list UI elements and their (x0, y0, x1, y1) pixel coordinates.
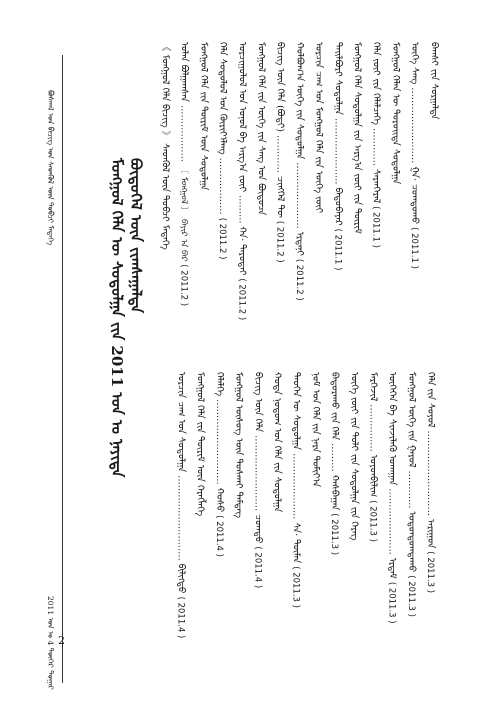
toc-entry (352, 42, 362, 234)
toc-entry-date: ( 2011.3 ) (405, 575, 416, 617)
toc-entry-leader: ……… ᠬᠠᠰᠪᠠᠭᠠᠨ (329, 440, 341, 514)
toc-entry (237, 42, 247, 320)
toc-entry-leader: ………… ᠣᠳᠣᠨᠲᠣᠭᠲᠠᠬᠤ (405, 467, 417, 576)
toc-entry-text: ᠬᠡᠯᠡ ᠵᠦᠢ ᠶ᠋ᠢᠨ ᠬᠡᠯᠡᠯᠴᠡᠭᠡ (370, 42, 382, 125)
toc-entry (214, 372, 224, 557)
toc-entry (368, 372, 378, 542)
toc-entry-leader: ………………… ᠡᠷᠳᠡᠨᠢ (293, 159, 305, 259)
toc-entry-text: ᠣᠷᠴᠢᠭᠤᠯᠤᠯ ᠤᠨ ᠣᠨᠤᠯ ᠪᠠ ᠠᠷᠭ᠎ᠠ ᠵᠦᠢ (236, 42, 248, 192)
toc-entry-leader: …………………… ᠭᠠ· ᠴᠣᠭᠲᠤᠬᠤ (409, 84, 421, 228)
toc-entry-leader: ……………………… ᠪᠢᠯᠢᠭᠲᠦ (175, 472, 187, 597)
toc-entry-date: ( 2011.4 ) (252, 546, 263, 589)
toc-entry-text: ᠮᠣᠩᠭᠣᠯ ᠬᠡᠯᠡ ᠶ᠋ᠢᠨ ᠦᠭᠡ ᠶ᠋ᠢᠨ ᠰᠠᠩ ᠤᠨ ᠪᠦᠲᠦᠴᠡ (255, 42, 267, 216)
toc-entry-leader: ………… ᠴᠢᠩᠭᠡᠯ ᠲᠦ (274, 131, 286, 221)
toc-entry-date: ( 2011.4 ) (175, 596, 186, 639)
toc-entry (371, 42, 381, 248)
toc-entry (198, 42, 208, 190)
toc-entry-text: ᠪᠠᠳᠤᠷᠠᠬᠤ ᠶ᠋ᠢᠨ ᠬᠡᠯᠡ (329, 372, 341, 441)
toc-entry (426, 372, 436, 593)
toc-entry-date: ( 2011.2 ) (274, 220, 285, 263)
running-head: ᠪᠣᠰᠬᠠᠯ ᠤᠨ ᠪᠢᠴᠢᠭ ᠤᠨ ᠰᠡᠳᠬᠦᠯ ᠦᠨ ᠲᠣᠪᠴᠢ ᠮᠡᠳᠡᠭᠡ (46, 90, 55, 246)
toc-entry-text: ᠮᠣᠩᠭᠣᠯ ᠦᠰᠦᠭ ᠦᠨ ᠲᠤᠰᠬᠠᠢ ᠲᠡᠮᠳᠡᠭ (233, 372, 245, 519)
toc-entry (406, 372, 416, 617)
toc-entry (333, 42, 343, 270)
toc-entry-leader: …………………… ᠴᠣᠭᠲᠤ (252, 432, 264, 547)
toc-entry-text: ᠮᠣᠩᠭᠣᠯ ᠦᠭᠡ ᠶ᠋ᠢᠨ ᠭᠠᠷᠤᠯ (405, 372, 417, 468)
toc-entry (218, 42, 228, 259)
toc-entry-date: ( 2011.3 ) (290, 566, 301, 608)
toc-entry-text: ᠣᠷᠴᠢᠨ ᠴᠠᠭ ᠤᠨ ᠰᠣᠳᠤᠯᠭᠠ (175, 372, 187, 473)
toc-entry (234, 372, 244, 518)
toc-entry-text: ᠲᠡᠢᠯᠪᠤᠷᠢ ᠰᠣᠳᠤᠯᠭᠠ (332, 42, 344, 115)
toc-entry-date: ( 2011.3 ) (425, 551, 436, 594)
toc-entry-text: ᠣᠯᠠᠨ ᠪᠣᠯᠭᠠᠭᠰᠠᠨ (178, 42, 190, 102)
toc-entry-leader: ……………………… ᠠᠷᠢᠭᠤᠨ (425, 427, 437, 552)
toc-entry-leader: ……………… (178, 101, 190, 165)
toc-entry-text: ᠬᠡᠯᠡ ᠶ᠋ᠢᠨ ᠰᠣᠶᠣᠯ (425, 372, 437, 428)
toc-entry-date: ( 2011.2 ) (217, 217, 228, 260)
toc-entry (387, 372, 397, 624)
toc-entry (256, 42, 266, 215)
toc-entry-date: ( 2011.3 ) (386, 581, 397, 624)
toc-entry-text: ᠮᠣᠩᠭᠣᠯ ᠬᠡᠯᠡ ᠰᠣᠳᠤᠯᠭᠠ ᠶ᠋ᠢᠨ ᠠᠷᠭ᠎ᠠ ᠵᠦᠢ ᠶ᠋ᠢᠨ ᠳᠦᠷᠢᠮ (351, 42, 363, 234)
toc-entry (314, 42, 324, 213)
toc-entry-date: 〔 ᠮᠣᠩᠭᠣᠯ 〕 ᠪᠠᠶᠢᠷ ᠠ ᠪᠠᠷ ( 2011.2 ) (178, 164, 189, 307)
toc-entry-leader: ………… ᠰᠠᠷᠠᠨᠭᠡᠷᠡᠯ (370, 124, 382, 207)
toc-entry (310, 372, 320, 487)
toc-entry-text: ᠮᠣᠩᠭᠣᠯ ᠬᠡᠯᠡ ᠶ᠋ᠢᠨ ᠳᠦᠷᠢᠮ ᠦᠨ ᠬᠡᠷᠡᠭᠯᠡᠭᠡ (194, 372, 206, 517)
toc-entry-text: ᠦᠬᠡᠬᠡᠨ ᠪᠠ ᠰᠢᠨᠵᠢᠯᠡᠬᠦ ᠤᠬᠠᠭᠠᠨ (386, 372, 398, 486)
toc-entry-text: ᠬᠡᠯᠡᠯᠭᠡ (213, 372, 225, 397)
toc-entry-text: ᠬᠣᠯᠪᠣᠭ᠎ᠠ ᠦᠭᠡ ᠶ᠋ᠢᠨ ᠰᠣᠳᠤᠯᠭᠠ (293, 42, 305, 160)
page-title-line-1: ᠮᠣᠩᠭᠣᠯ ᠬᠡᠯᠡ ᠦ ᠰᠣᠳᠤᠯᠭᠠ ᠶ᠋ᠢᠨ 2011 ᠣᠨ ᠤ ᠨᠡᠶᠢᠲᠡ (108, 158, 126, 478)
toc-entry-text: ᠨᠣᠮ ᠤᠨ ᠬᠡᠯᠡ ᠶ᠋ᠢᠨ ᠨᠡᠷᠡ ᠲᠣᠮᠢᠶ᠎ᠠ (309, 372, 321, 488)
toc-entry-text: ᠪᠢᠴᠢᠭ ᠦᠨ ᠬᠡᠯᠡ (ᠪᠣᠳᠢ) (274, 42, 286, 132)
toc-entry (330, 372, 340, 555)
toc-entry-text: ᠦᠭᠡ ᠵᠦᠢ ᠶ᠋ᠢᠨ ᠲᠣᠯᠢ ᠶ᠋ᠢᠨ ᠰᠣᠳᠤᠯᠭᠠ ᠶ᠋ᠢᠨ ᠬᠡᠷᠡᠭ (348, 372, 360, 541)
page-title-line-2: ᠪᠦᠲᠦᠭᠡᠯ ᠦᠨ ᠵᠢᠭᠰᠠᠭᠠᠯᠲᠠ (127, 158, 145, 314)
toc-entry-leader: ………………… ᠪᠠᠲᠤᠪᠠᠶᠠᠷ (332, 114, 344, 229)
toc-entry (253, 372, 263, 588)
page-number: 2 (58, 634, 65, 647)
toc-entry-date: ( 2011.1 ) (332, 228, 343, 271)
running-date: 2011 ᠣᠨ ᠤ 4 ᠳᠦᠭᠡᠷ ᠳᠤᠭᠠᠷ (46, 596, 55, 690)
toc-entry-text: ᠮᠣᠩᠭᠣᠯ ᠬᠡᠯᠡᠨ ᠦ ᠳᠣᠷᠤᠢᠳᠠ ᠰᠣᠳᠤᠯᠭᠠ (389, 42, 401, 185)
toc-entry (429, 42, 439, 119)
toc-entry-text: ᠣᠷᠴᠢᠨ ᠴᠠᠭ ᠤᠨ ᠮᠣᠩᠭᠣᠯ ᠬᠡᠯᠡ ᠶ᠋ᠢᠨ ᠦᠭᠡ ᠵᠦᠢ (313, 42, 325, 214)
toc-entry (176, 372, 186, 638)
toc-entry (291, 372, 301, 608)
toc-entry-text: ᠲᠡᠦᠬᠡᠨ ᠦ ᠰᠣᠳᠤᠯᠭᠠ (290, 372, 302, 450)
toc-entry (390, 42, 400, 184)
toc-entry-text: ᠪᠠᠭᠰᠢ ᠶ᠋ᠢᠨ ᠰᠤᠷᠭᠠᠯᠲᠠ (428, 42, 440, 120)
toc-entry-leader: ……………… (217, 154, 229, 218)
toc-entry-date: ( 2011.2 ) (236, 278, 247, 321)
toc-entry-text: 《 ᠮᠣᠩᠭᠣᠯ ᠬᠡᠯᠡ ᠪᠢᠴᠢᠭ 》 ᠰᠡᠳᠬᠦᠯ ᠦᠨ ᠲᠣᠪᠴᠢ ᠮᠡᠳᠡᠭᠡ (159, 42, 171, 250)
toc-entry-leader: ………………… ᠰᠠ· ᠲᠦᠮᠡᠨ (290, 450, 302, 567)
toc-entry-date: ( 2011.3 ) (329, 513, 340, 556)
toc-entry-date: ( 2011.1 ) (409, 227, 420, 269)
toc-entry-text: ᠮᠣᠩᠭᠣᠯ ᠬᠡᠯᠡ ᠶ᠋ᠢᠨ ᠳᠦᠷᠢᠮ ᠦᠨ ᠰᠣᠳᠤᠯᠭᠠ (197, 42, 209, 191)
toc-entry-text: ᠬᠡᠯᠡ ᠰᠣᠳᠤᠯᠤᠯ ᠤᠨ ᠬᠦᠷᠢᠶ᠎ᠡᠯᠡᠩ (217, 42, 229, 155)
header-rule (62, 55, 63, 683)
toc-entry-date: ( 2011.1 ) (370, 206, 381, 248)
toc-entry-date: ( 2011.4 ) (213, 515, 224, 557)
toc-entry-text: ᠪᠢᠴᠢᠭ ᠦᠨ ᠬᠡᠯᠡ (252, 372, 264, 433)
toc-entry-leader: ……… ᠬᠠ· ᠳᠠᠷᠤᠳᠠᠢ (236, 192, 248, 279)
toc-entry (349, 372, 359, 541)
toc-entry (179, 42, 189, 306)
toc-entry-leader: …………… ᠣᠶᠤᠨᠪᠢᠯᠢᠭ (367, 401, 379, 501)
toc-entry-leader: ………………… ᠡᠷᠳᠡᠮ (386, 485, 398, 582)
toc-entry (294, 42, 304, 301)
toc-entry (410, 42, 420, 269)
toc-entry (195, 372, 205, 516)
toc-entry (272, 372, 282, 512)
toc-entry-text: ᠬᠣᠳᠠ ᠨᠤᠲᠤᠭ ᠤᠨ ᠬᠡᠯᠡ ᠶ᠋ᠢᠨ ᠰᠣᠳᠤᠯᠭᠠ (271, 372, 283, 513)
toc-entry (275, 42, 285, 263)
toc-entry-date: ( 2011.3 ) (367, 500, 378, 542)
toc-entry-text: ᠦᠭᠡ ᠰᠠᠩ (409, 42, 421, 85)
toc-entry-text: ᠮᠡᠷᠭᠡᠵᠢᠯ (367, 372, 379, 402)
toc-entry-date: ( 2011.2 ) (293, 258, 304, 301)
toc-entry (160, 42, 170, 250)
toc-entry-leader: ……………………… ᠬᠤᠰᠤ (213, 396, 225, 516)
